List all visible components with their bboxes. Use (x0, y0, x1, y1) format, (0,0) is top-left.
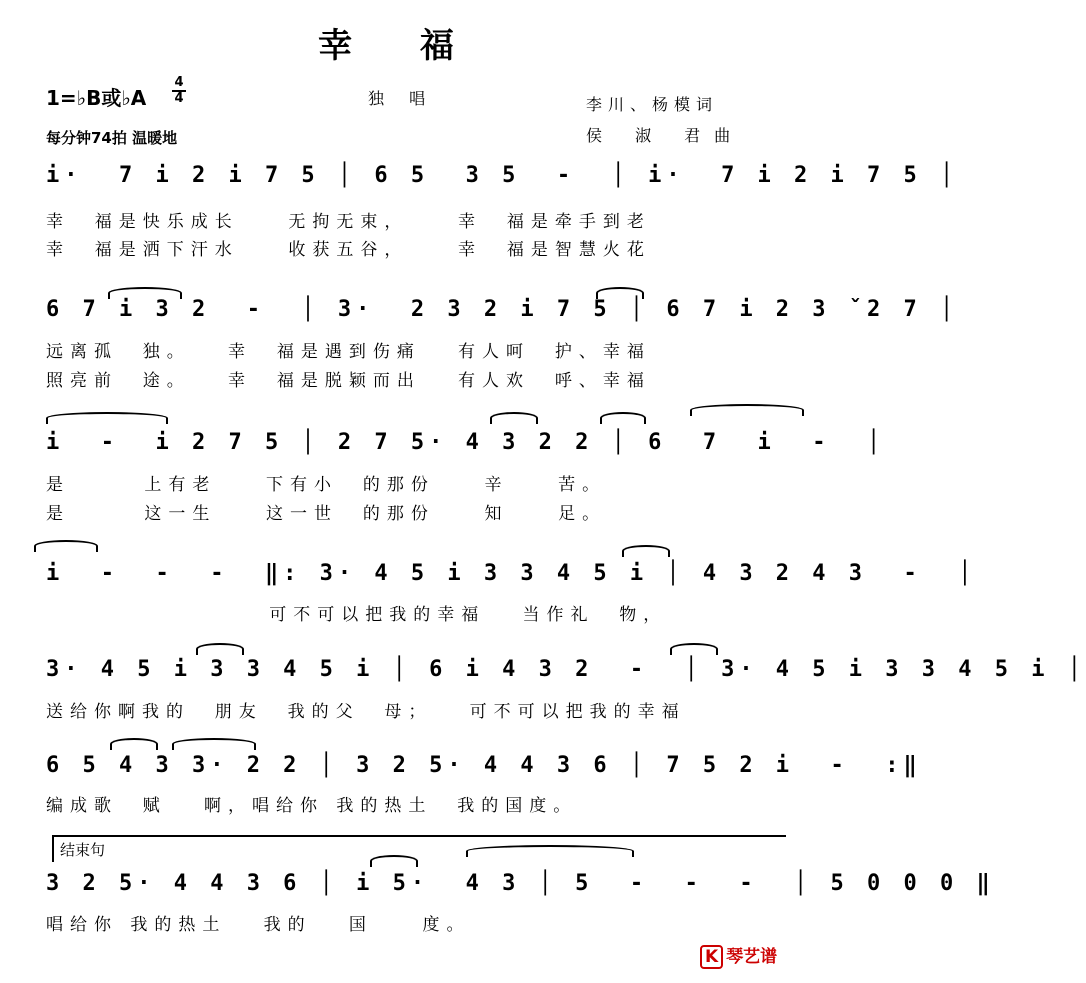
slur (110, 738, 158, 750)
tie (690, 404, 804, 416)
logo-mark: K (700, 945, 723, 969)
notation-line-1: i· 7 i 2 i 7 5 │ 6 5 3 5 - │ i· 7 i 2 i 7 5 │ (46, 163, 959, 188)
logo-text: 琴艺谱 (726, 947, 778, 967)
slur (670, 643, 718, 655)
song-title: 幸 福 (318, 26, 482, 66)
lyric-line-5: 送给你啊我的 朋友 我的父 母； 可不可以把我的幸福 (46, 702, 686, 722)
lyric-line-2b: 照亮前 途。 幸 福是脱颖而出 有人欢 呼、幸福 (46, 371, 651, 391)
slur (596, 287, 644, 299)
tempo-marking: 每分钟74拍 温暖地 (46, 129, 178, 147)
tie (466, 845, 634, 857)
notation-line-4: i - - - ‖: 3· 4 5 i 3 3 4 5 i │ 4 3 2 4 3 - │ (46, 561, 977, 586)
slur (108, 287, 182, 299)
composer-credit: 侯 淑 君曲 (586, 126, 745, 145)
slur (196, 643, 244, 655)
time-top: 4 (174, 75, 184, 90)
tie (46, 412, 168, 424)
performance-type: 独 唱 (368, 89, 436, 108)
site-logo (700, 942, 777, 967)
lyric-line-6: 编成歌 赋 啊，唱给你 我的热土 我的国度。 (46, 796, 578, 816)
lyric-line-1b: 幸 福是洒下汗水 收获五谷， 幸 福是智慧火花 (46, 240, 651, 260)
notation-line-2: 6 7 i 3 2 - │ 3· 2 3 2 i 7 5 │ 6 7 i 2 3 ˇ2 7 │ (46, 297, 959, 322)
coda-label: 结束句 (60, 841, 106, 859)
slur (172, 738, 256, 750)
tie (34, 540, 98, 552)
slur (600, 412, 646, 424)
coda-bracket (52, 835, 786, 862)
notation-line-3: i - i 2 7 5 │ 2 7 5· 4 3 2 2 │ 6 7 i - │ (46, 430, 886, 455)
lyric-line-7: 唱给你 我的热土 我的 国 度。 (46, 915, 471, 935)
lyric-line-4: 可不可以把我的幸福 当作礼 物， (46, 605, 668, 625)
time-bottom: 4 (172, 90, 186, 106)
key-signature: 1=♭B或♭A (46, 86, 147, 110)
lyric-line-3a: 是 上有老 下有小 的那份 辛 苦。 (46, 475, 607, 495)
slur (490, 412, 538, 424)
lyric-line-3b: 是 这一生 这一世 的那份 知 足。 (46, 504, 607, 524)
notation-line-7: 3 2 5· 4 4 3 6 │ i 5· 4 3 │ 5 - - - │ 5 0 0 0 ‖ (46, 871, 995, 896)
lyric-line-2a: 远离孤 独。 幸 福是遇到伤痛 有人呵 护、幸福 (46, 342, 651, 362)
lyricist-credit: 李川、杨模词 (586, 95, 719, 114)
lyric-line-1a: 幸 福是快乐成长 无拘无束， 幸 福是牵手到老 (46, 212, 651, 232)
notation-line-5: 3· 4 5 i 3 3 4 5 i │ 6 i 4 3 2 - │ 3· 4 5 i 3 3 4 5 i │ (46, 657, 1086, 682)
slur (370, 855, 418, 867)
time-signature (172, 76, 186, 106)
notation-line-6: 6 5 4 3 3· 2 2 │ 3 2 5· 4 4 3 6 │ 7 5 2 i - :‖ (46, 753, 922, 778)
slur (622, 545, 670, 557)
